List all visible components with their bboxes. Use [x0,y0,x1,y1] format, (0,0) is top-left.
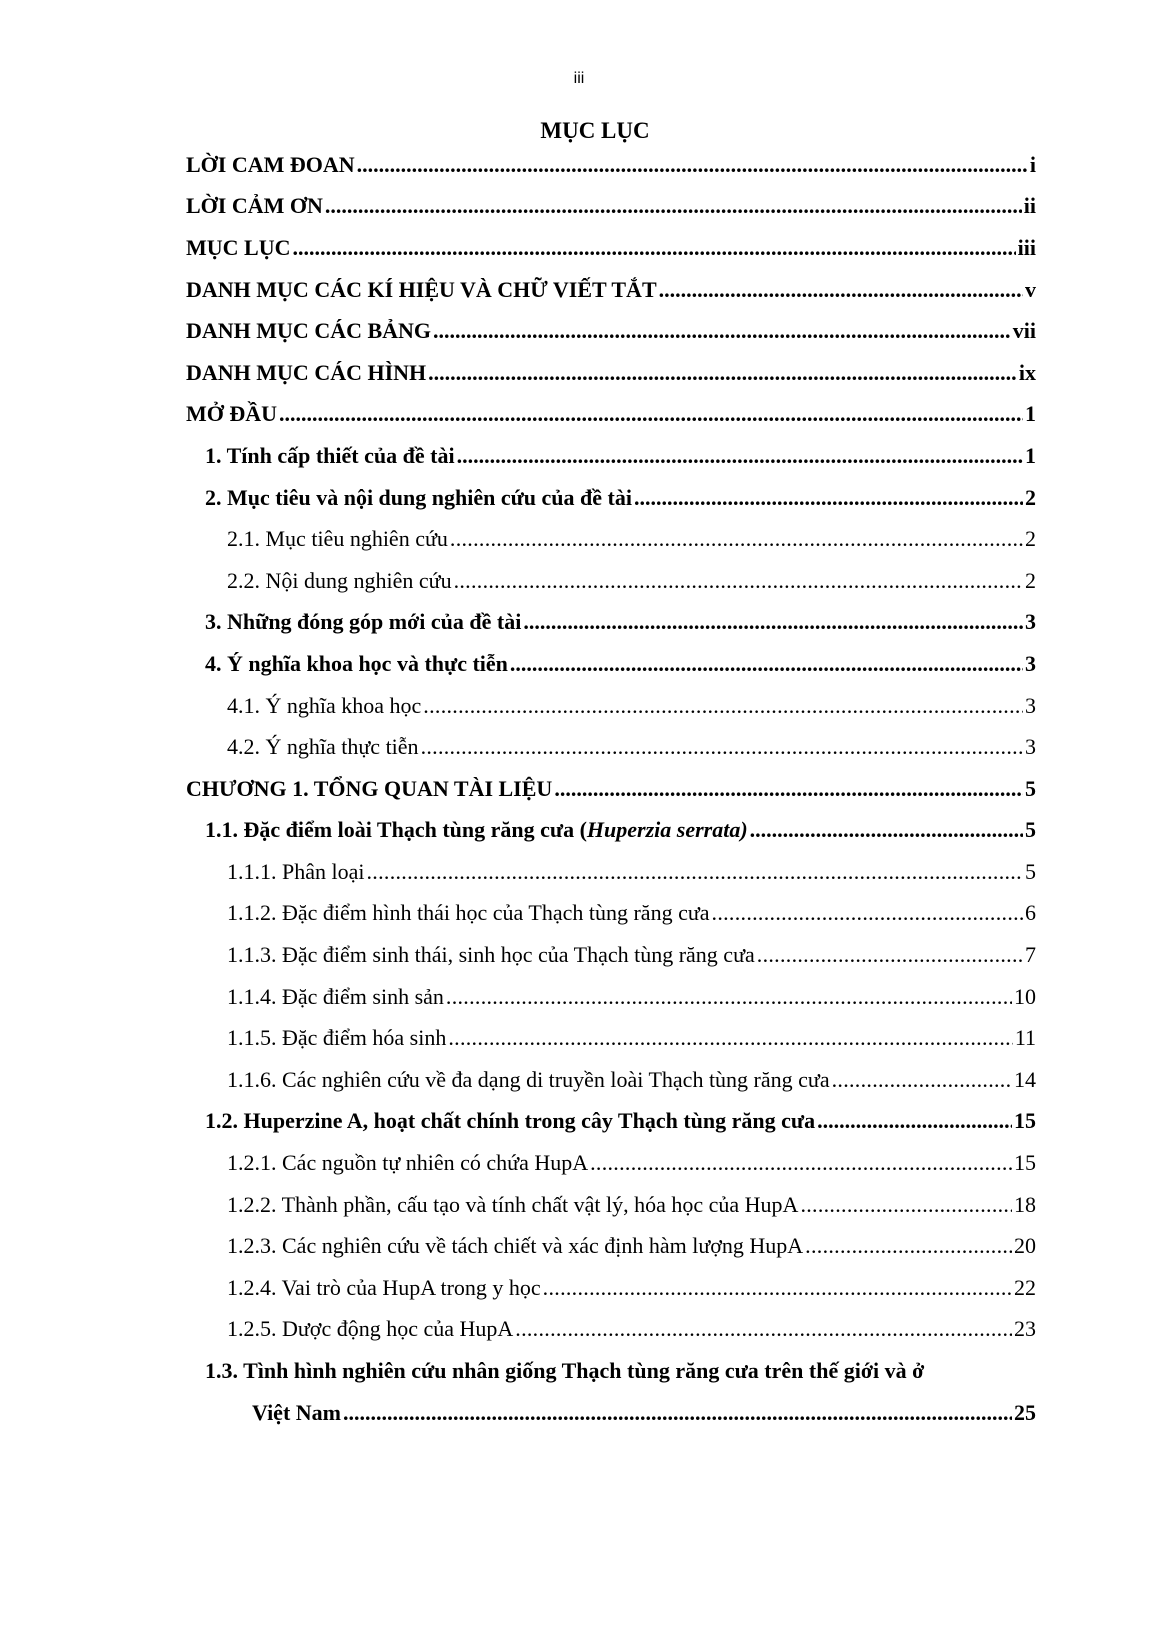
dot-leader [757,944,1023,966]
dot-leader [454,570,1023,592]
toc-entry[interactable] [0,269,1158,311]
dot-leader [448,1027,1012,1049]
toc-entry[interactable] [0,227,1158,269]
toc-entry-label: 1.1.6. Các nghiên cứu về đa dạng di truyền loài Thạch tùng răng cưa [227,1066,830,1092]
toc-entry-page: 15 [1014,1108,1036,1134]
dot-leader [750,819,1023,841]
toc-entry-label: 1.2.2. Thành phần, cấu tạo và tính chất vật lý, hóa học của HupA [227,1191,799,1217]
toc-entry-label: LỜI CẢM ƠN [186,193,323,219]
dot-leader [634,487,1023,509]
dot-leader [421,736,1023,758]
toc-entry-page: ix [1018,359,1036,385]
toc-entry-page: vii [1012,318,1036,344]
toc-entry[interactable] [0,602,1158,644]
dot-leader [357,154,1028,176]
toc-entry-page: 3 [1025,692,1036,718]
toc-entry-label: MỤC LỤC [186,234,291,260]
toc-entry[interactable] [0,1017,1158,1059]
toc-entry-label: 4.2. Ý nghĩa thực tiễn [227,734,419,760]
toc-entry-label: 1.2.3. Các nghiên cứu về tách chiết và xác định hàm lượng HupA [227,1233,804,1259]
toc-entry-label: 4. Ý nghĩa khoa học và thực tiễn [205,650,508,676]
toc-entry-label: 1.1.4. Đặc điểm sinh sản [227,983,444,1009]
toc-entry-page: 5 [1025,775,1036,801]
page-title: MỤC LỤC [540,118,650,143]
table-of-contents [0,144,1158,1433]
toc-entry[interactable] [0,1309,1158,1351]
toc-entry-label: 1.1.5. Đặc điểm hóa sinh [227,1025,447,1051]
toc-entry[interactable] [0,851,1158,893]
toc-entry-label: DANH MỤC CÁC KÍ HIỆU VÀ CHỮ VIẾT TẮT [186,276,657,302]
toc-entry[interactable] [0,1350,1158,1392]
toc-entry-page: 18 [1014,1191,1036,1217]
toc-entry[interactable] [0,726,1158,768]
toc-entry-label: 1.1.2. Đặc điểm hình thái học của Thạch tùng răng cưa [227,900,710,926]
toc-entry[interactable] [0,934,1158,976]
toc-entry-label: 1.3. Tình hình nghiên cứu nhân giống Thạch tùng răng cưa trên thế giới và ở [205,1358,925,1384]
toc-entry-page: 20 [1014,1233,1036,1259]
toc-entry-label: Việt Nam [252,1399,341,1425]
toc-entry-label-pre: 1.1. Đặc điểm loài Thạch tùng răng cưa ( [205,817,587,843]
toc-entry-label: 1.2. Huperzine A, hoạt chất chính trong cây Thạch tùng răng cưa [205,1108,816,1134]
toc-entry-page: 2 [1025,484,1036,510]
toc-entry-label: 2.1. Mục tiêu nghiên cứu [227,526,448,552]
toc-entry[interactable] [0,560,1158,602]
toc-entry-label: DANH MỤC CÁC HÌNH [186,359,427,385]
toc-entry-page: 10 [1014,983,1036,1009]
dot-leader [554,778,1023,800]
toc-entry-label [205,817,748,843]
toc-entry-page: 3 [1025,734,1036,760]
toc-entry-page: 6 [1025,900,1036,926]
toc-entry-label: CHƯƠNG 1. TỔNG QUAN TÀI LIỆU [186,775,553,801]
toc-entry[interactable] [0,518,1158,560]
toc-entry-label: LỜI CAM ĐOAN [186,151,355,177]
toc-entry[interactable] [0,1142,1158,1184]
toc-entry[interactable] [0,477,1158,519]
dot-leader [293,237,1016,259]
toc-entry-label: 1.1.1. Phân loại [227,858,365,884]
toc-entry[interactable] [0,352,1158,394]
toc-entry[interactable] [0,685,1158,727]
toc-entry-page: 2 [1025,526,1036,552]
dot-leader [343,1402,1012,1424]
toc-entry-page: ii [1023,193,1036,219]
toc-entry-label: 2.2. Nội dung nghiên cứu [227,567,452,593]
toc-entry-label: 1. Tính cấp thiết của đề tài [205,442,455,468]
toc-entry-page: 1 [1025,401,1036,427]
toc-entry-page: 7 [1025,942,1036,968]
dot-leader [832,1069,1012,1091]
toc-entry[interactable] [0,1184,1158,1226]
dot-leader [450,528,1023,550]
toc-entry-label: 1.2.4. Vai trò của HupA trong y học [227,1274,541,1300]
toc-entry[interactable] [0,643,1158,685]
toc-entry-label: 1.1.3. Đặc điểm sinh thái, sinh học của Thạch tùng răng cưa [227,942,755,968]
page-number: iii [573,70,585,87]
dot-leader [817,1110,1012,1132]
toc-entry-label: DANH MỤC CÁC BẢNG [186,318,432,344]
dot-leader [523,611,1023,633]
dot-leader [712,902,1023,924]
toc-entry-page: 1 [1025,442,1036,468]
toc-entry-continuation[interactable] [0,1392,1158,1434]
dot-leader [433,320,1011,342]
toc-entry-page: 22 [1014,1274,1036,1300]
toc-entry-label: 1.2.1. Các nguồn tự nhiên có chứa HupA [227,1150,589,1176]
dot-leader [423,695,1023,717]
dot-leader [325,195,1022,217]
toc-entry-label: 1.2.5. Dược động học của HupA [227,1316,514,1342]
toc-entry-label: 2. Mục tiêu và nội dung nghiên cứu của đề tài [205,484,632,510]
toc-entry-page: 5 [1025,817,1036,843]
toc-entry[interactable] [0,893,1158,935]
dot-leader [543,1277,1012,1299]
toc-entry[interactable] [0,310,1158,352]
toc-entry[interactable] [0,394,1158,436]
dot-leader [800,1194,1012,1216]
toc-entry[interactable] [0,186,1158,228]
toc-entry-page: 3 [1025,609,1036,635]
toc-entry-label: 3. Những đóng góp mới của đề tài [205,609,522,635]
dot-leader [428,362,1017,384]
toc-entry-label: 4.1. Ý nghĩa khoa học [227,692,422,718]
toc-entry[interactable] [0,1059,1158,1101]
toc-entry[interactable] [0,144,1158,186]
dot-leader [510,653,1023,675]
dot-leader [279,403,1023,425]
toc-entry-label: MỞ ĐẦU [186,401,278,427]
dot-leader [367,861,1024,883]
toc-entry-page: 3 [1025,650,1036,676]
toc-entry[interactable] [0,768,1158,810]
toc-entry[interactable] [0,1267,1158,1309]
dot-leader [590,1152,1012,1174]
dot-leader [805,1235,1012,1257]
toc-entry[interactable] [0,810,1158,852]
toc-entry[interactable] [0,976,1158,1018]
toc-entry[interactable] [0,1101,1158,1143]
toc-entry[interactable] [0,435,1158,477]
dot-leader [515,1318,1012,1340]
dot-leader [457,445,1023,467]
toc-entry-page: 23 [1014,1316,1036,1342]
dot-leader [446,986,1012,1008]
dot-leader [659,279,1023,301]
toc-entry-page: i [1029,151,1036,177]
toc-entry-page: 2 [1025,567,1036,593]
toc-entry-page: 25 [1014,1399,1036,1425]
toc-entry-page: 15 [1014,1150,1036,1176]
toc-entry-page: 5 [1025,858,1036,884]
species-name: Huperzia serrata) [586,817,748,843]
toc-entry-page: 11 [1014,1025,1036,1051]
toc-entry-page: iii [1017,234,1036,260]
toc-entry-page: 14 [1014,1066,1036,1092]
toc-entry-page: v [1025,276,1036,302]
toc-entry[interactable] [0,1225,1158,1267]
